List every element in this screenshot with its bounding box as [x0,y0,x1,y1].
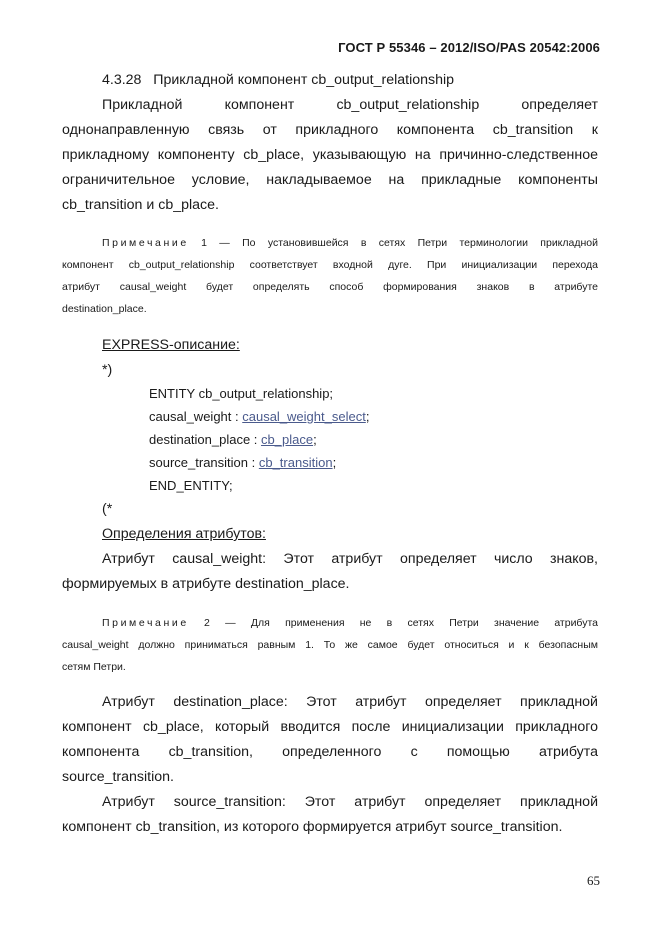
para1-line: cb_transition и cb_place. [62,197,219,213]
dest-line: Атрибут destination_place: Этот атрибут определяет прикладной [102,694,598,710]
note-label: Примечание [102,237,189,249]
express-close: (* [102,501,113,517]
attr-name: destination_place : [149,432,262,447]
section-number: 4.3.28 [102,72,142,88]
dest-line: компонент cb_place, который вводится после инициализации прикладного [62,719,598,735]
express-heading-text: EXPRESS-описание: [102,337,240,353]
note-line [62,612,598,634]
page-number: 65 [587,873,600,888]
cb-place-link[interactable]: cb_place [261,432,314,447]
end-entity-line: END_ENTITY; [149,478,233,493]
note-text: 2 — Для применения не в сетях Петри значение атрибута [204,617,599,629]
note-1 [62,232,598,320]
note-line: destination_place. [62,303,147,315]
express-block [62,333,598,383]
attr-end: ; [313,432,317,447]
attr-line [149,428,369,451]
section-title: Прикладной компонент cb_output_relationship [153,72,455,88]
note-2 [62,612,598,678]
note-line [62,232,598,254]
note-label: Примечание [102,617,189,629]
definitions-heading [62,522,598,547]
para1-line: Прикладной компонент cb_output_relationship определяет [102,97,598,113]
causal-weight-select-link[interactable]: causal_weight_select [242,409,366,424]
causal-line: формируемых в атрибуте destination_place. [62,576,350,592]
express-code [149,382,369,497]
attr-name: source_transition : [149,455,259,470]
definitions-block [62,497,598,597]
para1-line: ограничительное условие, накладываемое на прикладные компоненты [62,172,598,188]
note-line: атрибут causal_weight будет определять способ формирования знаков в атрибуте [62,281,598,293]
para1-line: прикладному компоненту cb_place, указывающую на причинно-следственное [62,147,598,163]
cb-transition-link[interactable]: cb_transition [258,455,333,470]
entity-line: ENTITY cb_output_relationship; [149,386,334,401]
definitions-heading-text: Определения атрибутов: [102,526,266,542]
dest-line: source_transition. [62,769,174,785]
note-line: сетям Петри. [62,661,126,673]
attr-end: ; [365,409,370,424]
para1-line: однонаправленную связь от прикладного компонента cb_transition к [62,122,598,138]
note-line: causal_weight должно приниматься равным 1. То же самое будет относиться и к безопасным [62,639,598,651]
dest-line: компонента cb_transition, определенного с помощью атрибута [62,744,598,760]
destination-place-block [62,690,598,840]
src-line: Атрибут source_transition: Этот атрибут определяет прикладной [102,794,598,810]
express-open: *) [102,362,113,378]
causal-line: Атрибут causal_weight: Этот атрибут определяет число знаков, [102,551,598,567]
express-heading [62,333,598,358]
attr-name: causal_weight : [149,409,243,424]
section-block [62,68,598,218]
note-line: компонент cb_output_relationship соответствует входной дуге. При инициализации перехода [62,259,598,271]
note-text: 1 — По установившейся в сетях Петри терминологии прикладной [201,237,598,249]
src-line: компонент cb_transition, из которого формируется атрибут source_transition. [62,819,563,835]
attr-line [149,405,369,428]
section-heading [62,68,598,93]
attr-end: ; [332,455,337,470]
document-header: ГОСТ Р 55346 – 2012/ISO/PAS 20542:2006 [338,40,600,55]
attr-line [149,451,369,474]
